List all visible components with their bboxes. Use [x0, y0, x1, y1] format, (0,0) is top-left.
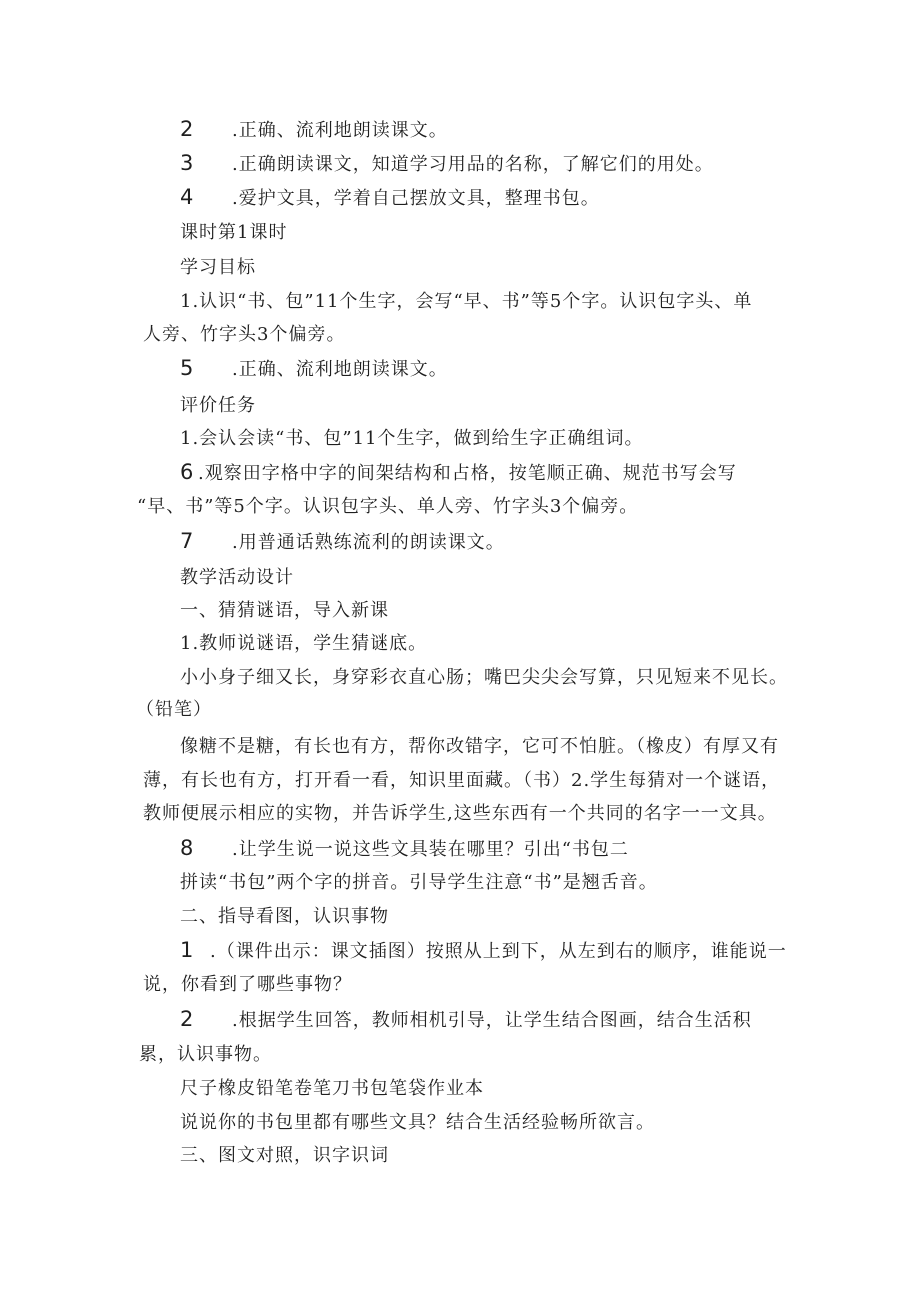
list-number: 3: [180, 151, 194, 175]
text-line: 教师便展示相应的实物，并告诉学生,这些东西有一个共同的名字一一文具。: [143, 803, 777, 824]
list-number: 4: [180, 185, 194, 209]
text-line: 说，你看到了哪些事物？: [143, 974, 352, 995]
text-line: 1.认识“书、包”11个生字，会写“早、书”等5个字。认识包字头、单: [180, 291, 753, 312]
text-line: 累，认识事物。: [139, 1044, 272, 1065]
text-line: 1.会认会读“书、包”11个生字，做到给生字正确组词。: [180, 428, 644, 449]
text-line: .观察田字格中字的间架结构和占格，按笔顺正确、规范书写会写: [198, 463, 737, 484]
text-line: 小小身子细又长，身穿彩衣直心肠；嘴巴尖尖会写算，只见短来不见长。: [180, 667, 788, 688]
text-line: .爱护文具，学着自己摆放文具，整理书包。: [232, 188, 600, 209]
section-heading: 一、猜猜谜语，导入新课: [180, 600, 389, 621]
lesson-heading: 课时第1课时: [180, 222, 288, 243]
text-line: .正确、流利地朗读课文。: [232, 120, 448, 141]
text-line: 尺子橡皮铅笔卷笔刀书包笔袋作业本: [180, 1078, 484, 1099]
list-number: 5: [180, 356, 194, 380]
section-heading: 评价任务: [180, 395, 256, 416]
text-line: .根据学生回答，教师相机引导，让学生结合图画，结合生活积: [232, 1010, 752, 1031]
list-number: 1: [180, 938, 194, 962]
list-number: 2: [180, 1007, 194, 1031]
list-number: 6: [180, 460, 194, 484]
section-heading: 学习目标: [180, 257, 256, 278]
list-number: 8: [180, 836, 194, 860]
list-number: 2: [180, 117, 194, 141]
text-line: 说说你的书包里都有哪些文具？结合生活经验畅所欲言。: [180, 1112, 655, 1133]
section-heading: 三、图文对照，识字识词: [180, 1145, 389, 1166]
text-line: .正确朗读课文，知道学习用品的名称，了解它们的用处。: [232, 154, 714, 175]
text-line: 1.教师说谜语，学生猜谜底。: [180, 633, 428, 654]
text-line: .（课件出示：课文插图）按照从上到下，从左到右的顺序，谁能说一: [210, 941, 787, 962]
text-line: 人旁、竹字头3个偏旁。: [143, 324, 346, 345]
text-line: “早、书”等5个字。认识包字头、单人旁、竹字头3个偏旁。: [137, 496, 639, 517]
text-line: .正确、流利地朗读课文。: [232, 359, 448, 380]
text-line: 薄，有长也有方，打开看一看，知识里面藏。（书）2.学生每猜对一个谜语，: [143, 770, 781, 791]
section-heading: 教学活动设计: [180, 567, 294, 588]
text-line: 像糖不是糖，有长也有方，帮你改错字，它可不怕脏。（橡皮）有厚又有: [180, 736, 779, 757]
text-line: 拼读“书包”两个字的拼音。引导学生注意“书”是翘舌音。: [180, 872, 658, 893]
text-line: .让学生说一说这些文具装在哪里？引出“书包二: [232, 839, 629, 860]
text-line: （铅笔）: [136, 699, 212, 720]
section-heading: 二、指导看图，认识事物: [180, 906, 389, 927]
list-number: 7: [180, 529, 194, 553]
text-line: .用普通话熟练流利的朗读课文。: [232, 532, 505, 553]
